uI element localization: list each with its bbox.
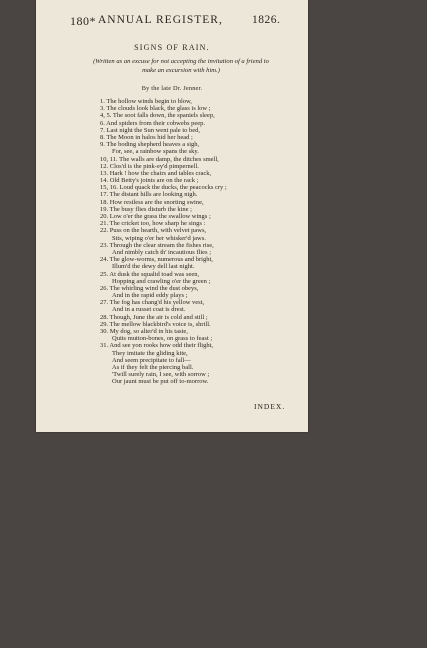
poem-verse	[100, 98, 300, 386]
verse-line: 18. How restless are the snorting swine,	[100, 198, 204, 206]
running-title: ANNUAL REGISTER,	[98, 14, 223, 26]
verse-line: 8. The Moon in halos hid her head ;	[100, 133, 193, 141]
verse-line: 21. The cricket too, how sharp he sings :	[100, 220, 206, 228]
verse-line: 25. At dusk the squalid toad was seen,	[100, 270, 200, 278]
verse-line: Illum'd the dewy dell last night.	[112, 263, 195, 271]
verse-line: 3. The clouds look black, the glass is low ;	[100, 105, 211, 113]
verse-line: 14. Old Betty's joints are on the rack ;	[100, 177, 199, 185]
verse-line: Sits, wiping o'er her whisker'd jaws.	[112, 234, 206, 242]
verse-line: Our jaunt must be put off to-morrow.	[112, 378, 209, 386]
verse-line: 30. My dog, so alter'd in his taste,	[100, 328, 188, 335]
verse-line: 1. The hollow winds begin to blow,	[100, 98, 192, 105]
verse-line: 'Twill surely rain, I see, with sorrow ;	[112, 371, 210, 379]
verse-line: 17. The distant hills are looking nigh.	[100, 191, 198, 199]
poem-subtitle	[66, 57, 296, 75]
verse-line: 23. Through the clear stream the fishes rise,	[100, 241, 214, 249]
verse-line: 31. And see yon rooks how odd their flight,	[100, 342, 214, 350]
verse-line: 24. The glow-worms, numerous and bright,	[100, 256, 213, 264]
verse-line: 20. Low o'er the grass the swallow wings ;	[100, 213, 211, 220]
verse-line: 19. The busy flies disturb the kine ;	[100, 205, 192, 213]
subtitle-line: make an excursion with him.)	[142, 67, 220, 74]
page-number: 180*	[70, 14, 96, 28]
verse-line: For, see, a rainbow spans the sky.	[112, 148, 199, 156]
catchword: INDEX.	[254, 402, 286, 411]
verse-line: 29. The mellow blackbird's voice is, shrill.	[100, 320, 211, 328]
verse-line: 10, 11. The walls are damp, the ditches smell,	[100, 155, 219, 163]
verse-line: 7. Last night the Sun went pale to bed,	[100, 126, 201, 134]
verse-line: 9. The boding shepherd heaves a sigh,	[100, 141, 200, 149]
verse-line: 4, 5. The soot falls down, the spaniels sleep,	[100, 112, 215, 120]
verse-line: 13. Hark ! how the chairs and tables crack,	[100, 169, 212, 177]
poem-author: By the late Dr. Jenner.	[141, 85, 203, 92]
verse-line: 27. The fog has chang'd his yellow vest,	[100, 299, 205, 307]
verse-line: And seem precipitate to fall—	[112, 356, 191, 364]
verse-line: And nimbly catch th' incautious flies ;	[112, 248, 212, 256]
verse-line: And in the rapid eddy plays ;	[112, 292, 188, 300]
subtitle-line: (Written as an excuse for not accepting the invitation of a friend to	[93, 58, 269, 65]
verse-line: 28. Though, June the air is cold and still ;	[100, 313, 208, 321]
poem-title: SIGNS OF RAIN.	[134, 43, 210, 52]
verse-line: Quits mutton-bones, on grass to feast ;	[112, 335, 213, 343]
verse-line: As if they felt the piercing ball.	[112, 363, 194, 371]
running-head	[70, 14, 290, 30]
verse-line: 15, 16. Loud quack the ducks, the peacocks cry ;	[100, 184, 227, 192]
book-page	[36, 0, 308, 432]
verse-line: They imitate the gliding kite,	[112, 349, 188, 357]
verse-line: 12. Clos'd is the pink-ey'd pimpernell.	[100, 162, 199, 170]
running-year: 1826.	[252, 14, 281, 26]
verse-line: 26. The whirling wind the dust obeys,	[100, 284, 199, 292]
verse-line: And in a russet coat is drest.	[112, 306, 186, 314]
verse-line: Hopping and crawling o'er the green ;	[112, 277, 211, 285]
verse-line: 6. And spiders from their cobwebs peep.	[100, 119, 206, 127]
verse-line: 22. Puss on the hearth, with velvet paws,	[100, 227, 207, 235]
